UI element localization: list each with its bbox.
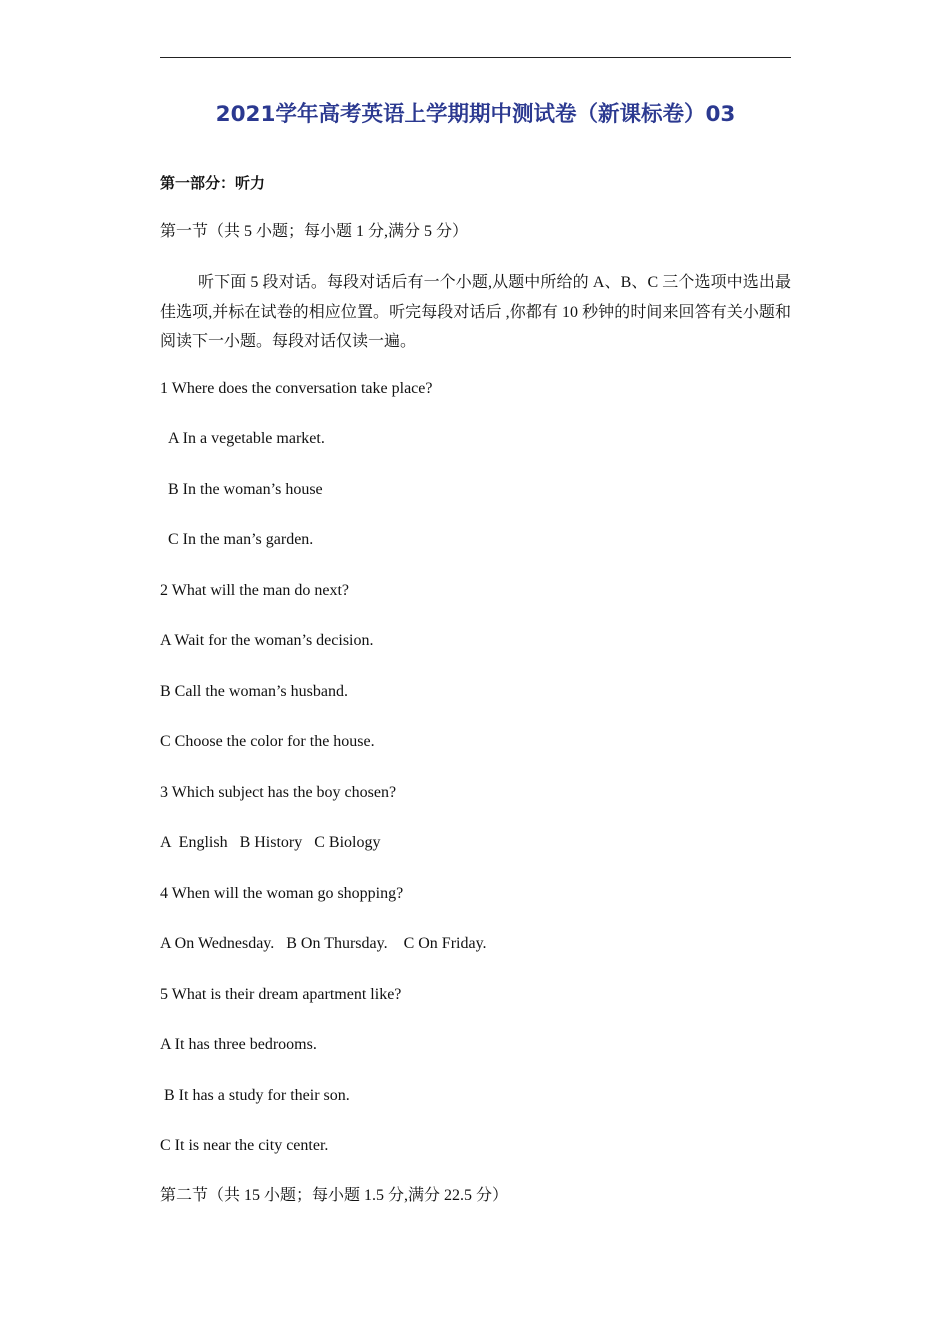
question-3-options: A English B History C Biology — [160, 834, 381, 851]
header-rule — [160, 57, 791, 58]
question-2-stem: 2 What will the man do next? — [160, 582, 349, 599]
question-1-stem: 1 Where does the conversation take place? — [160, 380, 433, 397]
question-5-option-a: A It has three bedrooms. — [160, 1036, 317, 1053]
question-1-option-a: A In a vegetable market. — [168, 430, 325, 447]
question-4-stem: 4 When will the woman go shopping? — [160, 885, 404, 902]
listening-instructions: 听下面 5 段对话。每段对话后有一个小题,从题中所给的 A、B、C 三个选项中选出最佳选项,并标在试卷的相应位置。听完每段对话后 ,你都有 10 秒钟的时间来回答有关小题和阅读下一小题。每段对话仅读一遍。 — [160, 274, 791, 350]
question-2-option-c: C Choose the color for the house. — [160, 733, 375, 750]
question-2-option-a: A Wait for the woman’s decision. — [160, 632, 374, 649]
question-2-option-b: B Call the woman’s husband. — [160, 683, 348, 700]
question-1-option-c: C In the man’s garden. — [168, 531, 314, 548]
question-5-option-b: B It has a study for their son. — [164, 1087, 350, 1104]
section1-heading: 第一节（共 5 小题；每小题 1 分,满分 5 分） — [160, 223, 469, 240]
question-5-option-c: C It is near the city center. — [160, 1137, 329, 1154]
part1-heading: 第一部分：听力 — [160, 174, 266, 192]
question-5-stem: 5 What is their dream apartment like? — [160, 986, 402, 1003]
section2-heading: 第二节（共 15 小题；每小题 1.5 分,满分 22.5 分） — [160, 1187, 509, 1204]
document-title: 2021学年高考英语上学期期中测试卷（新课标卷）03 — [215, 102, 736, 127]
question-4-options: A On Wednesday. B On Thursday. C On Friday. — [160, 935, 487, 952]
question-3-stem: 3 Which subject has the boy chosen? — [160, 784, 397, 801]
question-1-option-b: B In the woman’s house — [168, 481, 323, 498]
